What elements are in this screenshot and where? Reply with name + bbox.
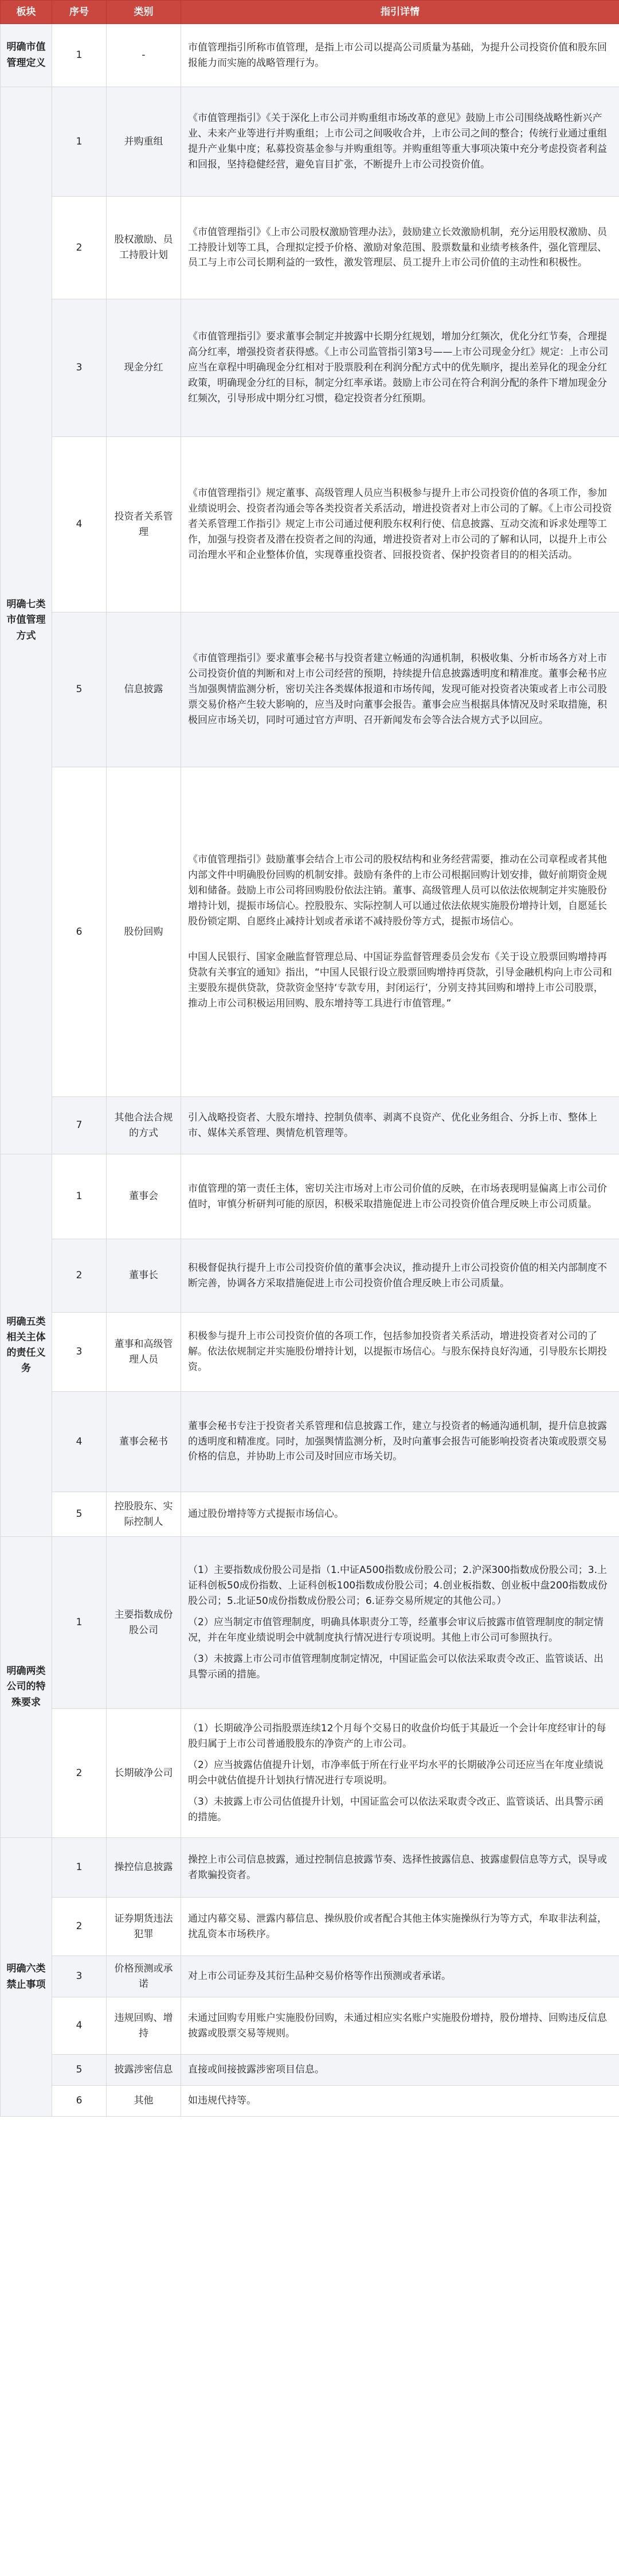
- row-category: 证券期货违法犯罪: [107, 1898, 181, 1956]
- row-category: 董事会: [107, 1154, 181, 1239]
- detail-paragraph: 通过股份增持等方式提振市场信心。: [188, 1508, 344, 1520]
- detail-paragraph: （1）长期破净公司指股票连续12个月每个交易日的收盘价均低于其最近一个会计年度经审计的每股归属于上市公司普通股股东的净资产的上市公司。: [188, 1723, 606, 1750]
- row-category: 董事长: [107, 1239, 181, 1313]
- row-details: [181, 1392, 619, 1492]
- header-row: [1, 1, 619, 24]
- detail-paragraph: 通过内幕交易、泄露内幕信息、操纵股价或者配合其他主体实施操纵行为等方式，牟取非法利益，扰乱资本市场秩序。: [188, 1913, 607, 1940]
- row-num: 2: [52, 1239, 107, 1313]
- detail-paragraph: （2）应当制定市值管理制度，明确具体职责分工等，经董事会审议后披露市值管理制度的制定情况，并在年度业绩说明会中就制度执行情况进行专项说明。其他上市公司可参照执行。: [188, 1617, 604, 1644]
- section-label: 明确五类相关主体的责任义务: [1, 1154, 52, 1537]
- row-category: 违规回购、增持: [107, 1997, 181, 2055]
- row-details: [181, 1956, 619, 1997]
- row-category: 投资者关系管理: [107, 437, 181, 612]
- table-row: [1, 1239, 619, 1313]
- row-num: 7: [52, 1097, 107, 1154]
- table-row: [1, 299, 619, 437]
- table-row: [1, 1898, 619, 1956]
- table-row: [1, 1097, 619, 1154]
- table-row: [1, 1392, 619, 1492]
- table-row: [1, 2055, 619, 2086]
- detail-paragraph: 市值管理的第一责任主体，密切关注市场对上市公司价值的反映，在市场表现明显偏离上市公司价值时，审慎分析研判可能的原因，积极采取措施促进上市公司投资价值合理反映上市公司质量。: [188, 1182, 607, 1210]
- section-label: 明确市值管理定义: [1, 24, 52, 87]
- detail-paragraph: 对上市公司证券及其衍生品种交易价格等作出预测或者承诺。: [188, 1970, 451, 1982]
- header-num: 序号: [52, 1, 107, 24]
- row-details: [181, 1154, 619, 1239]
- detail-paragraph: 《市值管理指引》《关于深化上市公司并购重组市场改革的意见》鼓励上市公司围绕战略性新兴产业、未来产业等进行并购重组；上市公司之间吸收合并，上市公司之间的整合；传统行业通过重组提升产业集中度；私募投资基金参与并购重组等。并购重组等重大事项决策中充分考虑投资者利益和回报，坚持稳健经营，避免盲目扩张，不断提升上市公司投资价值。: [188, 112, 607, 170]
- row-details: [181, 612, 619, 767]
- row-category: 董事会秘书: [107, 1392, 181, 1492]
- row-num: 1: [52, 24, 107, 87]
- row-details: [181, 1997, 619, 2055]
- row-details: [181, 2086, 619, 2117]
- header-section: 板块: [1, 1, 52, 24]
- table-row: [1, 1537, 619, 1709]
- table-row: [1, 612, 619, 767]
- detail-paragraph: 市值管理指引所称市值管理，是指上市公司以提高公司质量为基础，为提升公司投资价值和股东回报能力而实施的战略管理行为。: [188, 41, 607, 69]
- row-num: 6: [52, 2086, 107, 2117]
- detail-paragraph: （2）应当披露估值提升计划，市净率低于所在行业平均水平的长期破净公司还应当在年度业绩说明会中就估值提升计划执行情况进行专项说明。: [188, 1759, 604, 1786]
- row-num: 2: [52, 197, 107, 299]
- row-details: [181, 299, 619, 437]
- detail-paragraph: 《市值管理指引》要求董事会制定并披露中长期分红规划，增加分红频次，优化分红节奏，合理提高分红率，增强投资者获得感。《上市公司监管指引第3号——上市公司现金分红》规定：上市公司应当在章程中明确现金分红相对于股票股利在利润分配方式中的优先顺序，提出差异化的现金分红政策，明确现金分红的目标，制定分红率承诺。鼓励上市公司在符合利润分配的条件下增加现金分红频次，引导形成中期分红习惯，稳定投资者分红预期。: [188, 331, 609, 404]
- table-row: [1, 767, 619, 1097]
- section-label: 明确六类禁止事项: [1, 1838, 52, 2117]
- table-row: [1, 197, 619, 299]
- row-num: 1: [52, 87, 107, 197]
- table-row: [1, 1154, 619, 1239]
- detail-paragraph: 操控上市公司信息披露，通过控制信息披露节奏、选择性披露信息、披露虚假信息等方式，误导或者欺骗投资者。: [188, 1853, 607, 1881]
- table-row: [1, 1709, 619, 1838]
- table-row: [1, 437, 619, 612]
- detail-paragraph: 《市值管理指引》鼓励董事会结合上市公司的股权结构和业务经营需要，推动在公司章程或者其他内部文件中明确股份回购的机制安排。鼓励有条件的上市公司根据回购计划安排，做好前期资金规划和储备。鼓励上市公司将回购股份依法注销。董事、高级管理人员可以依法依规制定并实施股份增持计划，提振市场信心。控股股东、实际控制人可以通过依法依规实施股份增持计划，自愿延长股份锁定期、自愿终止减持计划或者承诺不减持股份等方式，提振市场信心。: [188, 854, 607, 927]
- row-details: [181, 1492, 619, 1537]
- table-row: [1, 1997, 619, 2055]
- row-num: 3: [52, 1313, 107, 1392]
- table-body: [1, 24, 619, 2117]
- row-category: 主要指数成份股公司: [107, 1537, 181, 1709]
- detail-paragraph: 中国人民银行、国家金融监督管理总局、中国证券监督管理委员会发布《关于设立股票回购增持再贷款有关事宜的通知》指出，“中国人民银行设立股票回购增持再贷款，引导金融机构向上市公司和主要股东提供贷款，贷款资金坚持‘专款专用，封闭运行’，分别支持其回购和增持上市公司股票，推动上市公司积极运用回购、股东增持等工具进行市值管理。”: [188, 951, 612, 1009]
- row-category: 股份回购: [107, 767, 181, 1097]
- row-num: 1: [52, 1838, 107, 1898]
- detail-paragraph: 《市值管理指引》要求董事会秘书与投资者建立畅通的沟通机制，积极收集、分析市场各方对上市公司投资价值的判断和对上市公司经营的预期，持续提升信息披露透明度和精准度。董事会秘书应当加强舆情监测分析，密切关注各类媒体报道和市场传闻，发现可能对投资者决策或者上市公司股票交易价格产生较大影响的，应当及时向董事会报告。董事会应当根据具体情况及时采取措施，积极回应市场关切，同时可通过官方声明、召开新闻发布会等合法合规方式予以回应。: [188, 653, 607, 726]
- row-num: 3: [52, 299, 107, 437]
- row-category: 披露涉密信息: [107, 2055, 181, 2086]
- row-category: -: [107, 24, 181, 87]
- row-num: 2: [52, 1709, 107, 1838]
- row-num: 6: [52, 767, 107, 1097]
- row-category: 信息披露: [107, 612, 181, 767]
- detail-paragraph: （3）未披露上市公司市值管理制度制定情况，中国证监会可以依法采取责令改正、监管谈话、出具警示函的措施。: [188, 1653, 604, 1680]
- row-num: 4: [52, 437, 107, 612]
- row-details: [181, 1097, 619, 1154]
- row-category: 操控信息披露: [107, 1838, 181, 1898]
- detail-paragraph: 积极督促执行提升上市公司投资价值的董事会决议，推动提升上市公司投资价值的相关内部制度不断完善，协调各方采取措施促进上市公司投资价值合理反映上市公司质量。: [188, 1262, 607, 1289]
- table-row: [1, 24, 619, 87]
- row-details: [181, 1313, 619, 1392]
- row-details: [181, 1537, 619, 1709]
- row-num: 2: [52, 1898, 107, 1956]
- row-num: 1: [52, 1154, 107, 1239]
- table-row: [1, 87, 619, 197]
- header-details: 指引详情: [181, 1, 619, 24]
- row-category: 现金分红: [107, 299, 181, 437]
- table-row: [1, 1956, 619, 1997]
- row-category: 其他合法合规的方式: [107, 1097, 181, 1154]
- detail-paragraph: 《市值管理指引》《上市公司股权激励管理办法》，鼓励建立长效激励机制，充分运用股权激励、员工持股计划等工具，合理拟定授予价格、激励对象范围、股票数量和业绩考核条件，强化管理层、员工与上市公司长期利益的一致性，激发管理层、员工提升上市公司价值的主动性和积极性。: [188, 226, 607, 269]
- row-num: 4: [52, 1997, 107, 2055]
- row-category: 长期破净公司: [107, 1709, 181, 1838]
- row-num: 4: [52, 1392, 107, 1492]
- detail-paragraph: 未通过回购专用账户实施股份回购，未通过相应实名账户实施股份增持，股份增持、回购违反信息披露或股票交易等规则。: [188, 2012, 607, 2039]
- detail-paragraph: 引入战略投资者、大股东增持、控制负债率、剥离不良资产、优化业务组合、分拆上市、整体上市、媒体关系管理、舆情危机管理等。: [188, 1111, 597, 1139]
- header-category: 类别: [107, 1, 181, 24]
- detail-paragraph: （3）未披露上市公司估值提升计划，中国证监会可以依法采取责令改正、监管谈话、出具警示函的措施。: [188, 1796, 604, 1823]
- table-row: [1, 1492, 619, 1537]
- row-details: [181, 1239, 619, 1313]
- table-row: [1, 1313, 619, 1392]
- table-row: [1, 2086, 619, 2117]
- detail-paragraph: 董事会秘书专注于投资者关系管理和信息披露工作，建立与投资者的畅通沟通机制，提升信息披露的透明度和精准度。同时，加强舆情监测分析，及时向董事会报告可能影响投资者决策或股票交易价格的信息，并协助上市公司及时回应市场关切。: [188, 1420, 607, 1463]
- detail-paragraph: 直接或间接披露涉密项目信息。: [188, 2064, 324, 2076]
- row-details: [181, 2055, 619, 2086]
- row-details: [181, 1898, 619, 1956]
- row-num: 5: [52, 1492, 107, 1537]
- table-row: [1, 1838, 619, 1898]
- row-num: 5: [52, 2055, 107, 2086]
- detail-paragraph: 如违规代持等。: [188, 2095, 256, 2107]
- table-header: [1, 1, 619, 24]
- row-category: 其他: [107, 2086, 181, 2117]
- row-category: 价格预测或承诺: [107, 1956, 181, 1997]
- row-details: [181, 24, 619, 87]
- row-details: [181, 197, 619, 299]
- row-category: 董事和高级管理人员: [107, 1313, 181, 1392]
- row-details: [181, 1838, 619, 1898]
- row-num: 5: [52, 612, 107, 767]
- section-label: 明确两类公司的特殊要求: [1, 1537, 52, 1838]
- section-label: 明确七类市值管理方式: [1, 87, 52, 1154]
- row-details: [181, 87, 619, 197]
- row-num: 1: [52, 1537, 107, 1709]
- row-details: [181, 437, 619, 612]
- row-category: 控股股东、实际控制人: [107, 1492, 181, 1537]
- detail-paragraph: （1）主要指数成份股公司是指（1.中证A500指数成份股公司；2.沪深300指数成份股公司；3.上证科创板50成份指数、上证科创板100指数成份股公司；4.创业板指数、创业板中盘200指数成份股公司；5.北证50成份指数成份股公司；6.证券交易所规定的其他公司。）: [188, 1564, 608, 1607]
- row-details: [181, 767, 619, 1097]
- row-num: 3: [52, 1956, 107, 1997]
- row-category: 股权激励、员工持股计划: [107, 197, 181, 299]
- row-details: [181, 1709, 619, 1838]
- row-category: 并购重组: [107, 87, 181, 197]
- detail-paragraph: 积极参与提升上市公司投资价值的各项工作，包括参加投资者关系活动，增进投资者对公司的了解。依法依规制定并实施股份增持计划，以提振市场信心。与股东保持良好沟通，引导股东长期投资。: [188, 1330, 607, 1373]
- detail-paragraph: 《市值管理指引》规定董事、高级管理人员应当积极参与提升上市公司投资价值的各项工作，参加业绩说明会、投资者沟通会等各类投资者关系活动，增进投资者对上市公司的了解。《上市公司投资者关系管理工作指引》规定上市公司通过便利股东权利行使、信息披露、互动交流和诉求处理等工作，加强与投资者及潜在投资者之间的沟通，增进投资者对上市公司的了解和认同，以提升上市公司治理水平和企业整体价值，实现尊重投资者、回报投资者、保护投资者目的的相关活动。: [188, 487, 612, 561]
